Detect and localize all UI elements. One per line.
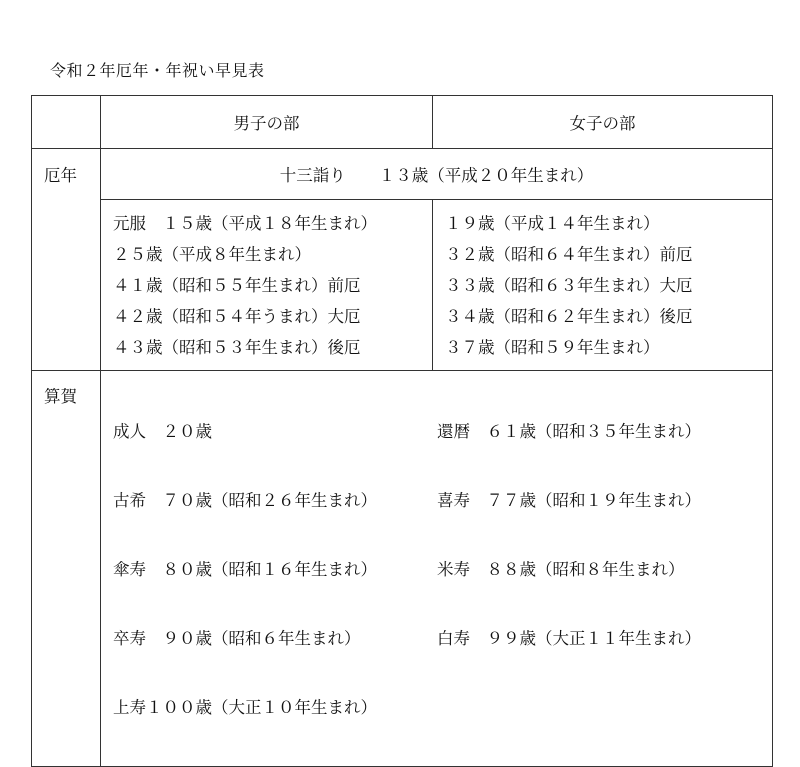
row-label-sanga: 算賀 bbox=[32, 371, 101, 767]
list-item: 成人 ２０歳 bbox=[113, 422, 212, 441]
male-yakudoshi-cell bbox=[101, 200, 433, 371]
list-item: １９歳（平成１４年生まれ） bbox=[445, 214, 660, 233]
header-blank-cell bbox=[32, 96, 101, 149]
jusanmairi-cell: 十三詣り １３歳（平成２０年生まれ） bbox=[101, 149, 773, 200]
list-item: 上寿１００歳（大正１０年生まれ） bbox=[113, 698, 377, 717]
jusanmairi-row bbox=[32, 149, 773, 200]
list-item: 古希 ７０歳（昭和２６年生まれ） bbox=[113, 491, 377, 510]
list-item: ４３歳（昭和５３年生まれ）後厄 bbox=[113, 338, 361, 357]
list-item: 卒寿 ９０歳（昭和６年生まれ） bbox=[113, 629, 361, 648]
celebration-left-list bbox=[101, 378, 437, 761]
list-item: 還暦 ６１歳（昭和３５年生まれ） bbox=[437, 422, 701, 441]
list-item: ３３歳（昭和６３年生まれ）大厄 bbox=[445, 276, 693, 295]
yakudoshi-table bbox=[31, 95, 773, 767]
celebration-cell bbox=[101, 371, 773, 767]
list-item: ３２歳（昭和６４年生まれ）前厄 bbox=[445, 245, 693, 264]
list-item: 元服 １５歳（平成１８年生まれ） bbox=[113, 214, 377, 233]
list-item: 喜寿 ７７歳（昭和１９年生まれ） bbox=[437, 491, 701, 510]
list-item: 白寿 ９９歳（大正１１年生まれ） bbox=[437, 629, 701, 648]
list-item: 米寿 ８８歳（昭和８年生まれ） bbox=[437, 560, 685, 579]
header-male: 男子の部 bbox=[101, 96, 433, 149]
list-item: ４２歳（昭和５４年うまれ）大厄 bbox=[113, 307, 361, 326]
celebration-right-list bbox=[437, 378, 701, 761]
list-item: ４１歳（昭和５５年生まれ）前厄 bbox=[113, 276, 361, 295]
list-item: ２５歳（平成８年生まれ） bbox=[113, 245, 311, 264]
female-yakudoshi-cell bbox=[433, 200, 773, 371]
list-item: ３７歳（昭和５９年生まれ） bbox=[445, 338, 660, 357]
list-item: ３４歳（昭和６２年生まれ）後厄 bbox=[445, 307, 693, 326]
list-item: 傘寿 ８０歳（昭和１６年生まれ） bbox=[113, 560, 377, 579]
celebration-row bbox=[32, 371, 773, 767]
row-label-yakudoshi: 厄年 bbox=[32, 149, 101, 371]
header-female: 女子の部 bbox=[433, 96, 773, 149]
table-header-row bbox=[32, 96, 773, 149]
page-title: 令和２年厄年・年祝い早見表 bbox=[50, 61, 265, 80]
yakudoshi-detail-row bbox=[32, 200, 773, 371]
